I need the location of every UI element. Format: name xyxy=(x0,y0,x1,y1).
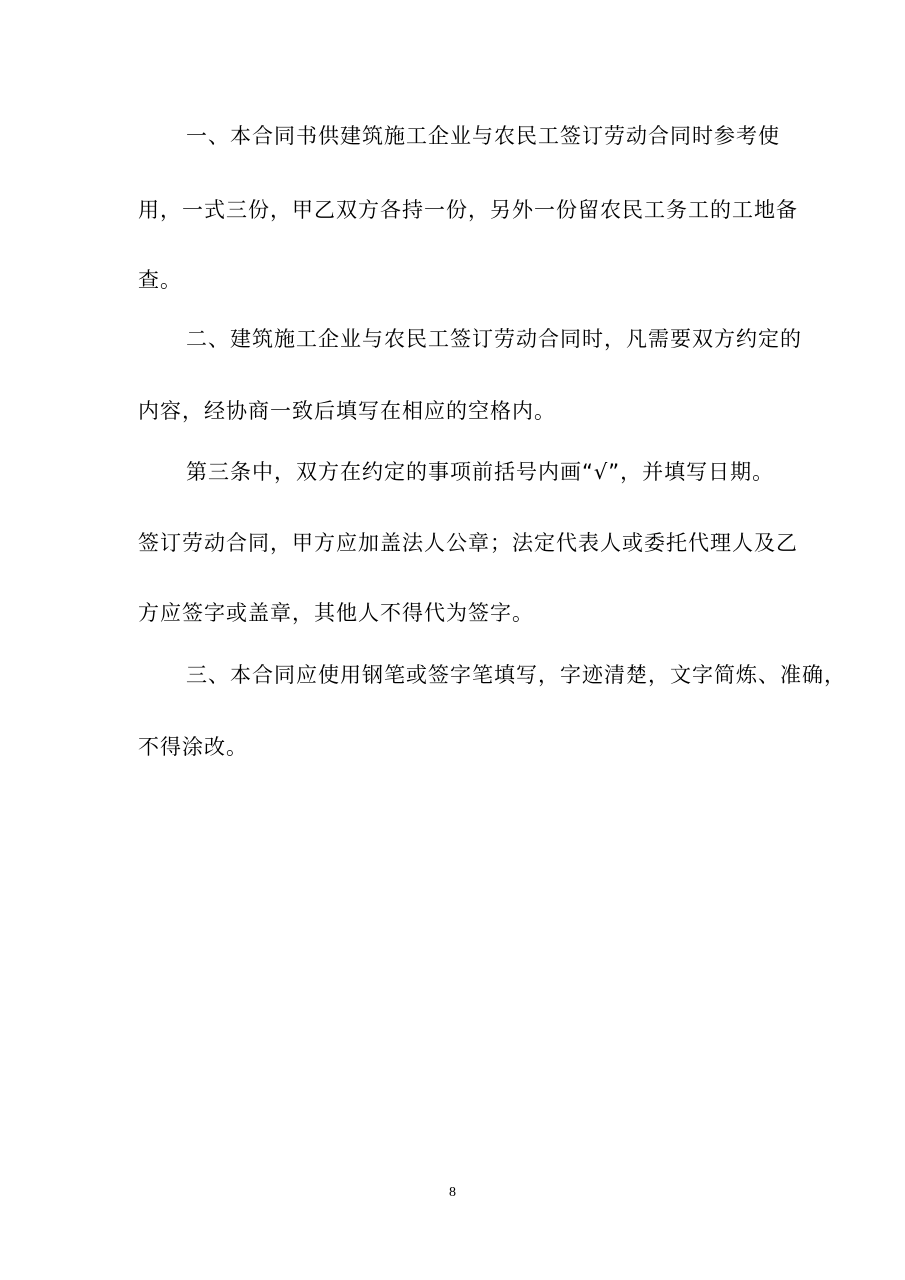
page-number: 8 xyxy=(449,1185,456,1200)
paragraph-1-line-1: 一、本合同书供建筑施工企业与农民工签订劳动合同时参考使 xyxy=(186,124,780,148)
paragraph-2-line-1: 二、建筑施工企业与农民工签订劳动合同时，凡需要双方约定的 xyxy=(186,327,802,351)
paragraph-2-line-2: 内容，经协商一致后填写在相应的空格内。 xyxy=(138,399,556,423)
paragraph-1-line-3: 查。 xyxy=(138,268,182,292)
paragraph-3-line-1: 第三条中，双方在约定的事项前括号内画“√”，并填写日期。 xyxy=(186,460,775,484)
paragraph-4-line-2: 不得涂改。 xyxy=(138,735,248,759)
paragraph-3-line-3: 方应签字或盖章，其他人不得代为签字。 xyxy=(138,601,534,625)
paragraph-1-line-2: 用，一式三份，甲乙双方各持一份，另外一份留农民工务工的工地备 xyxy=(138,198,798,222)
paragraph-4-line-1: 三、本合同应使用钢笔或签字笔填写，字迹清楚，文字简炼、准确， xyxy=(186,663,846,687)
paragraph-3-line-2: 签订劳动合同，甲方应加盖法人公章；法定代表人或委托代理人及乙 xyxy=(138,531,798,555)
